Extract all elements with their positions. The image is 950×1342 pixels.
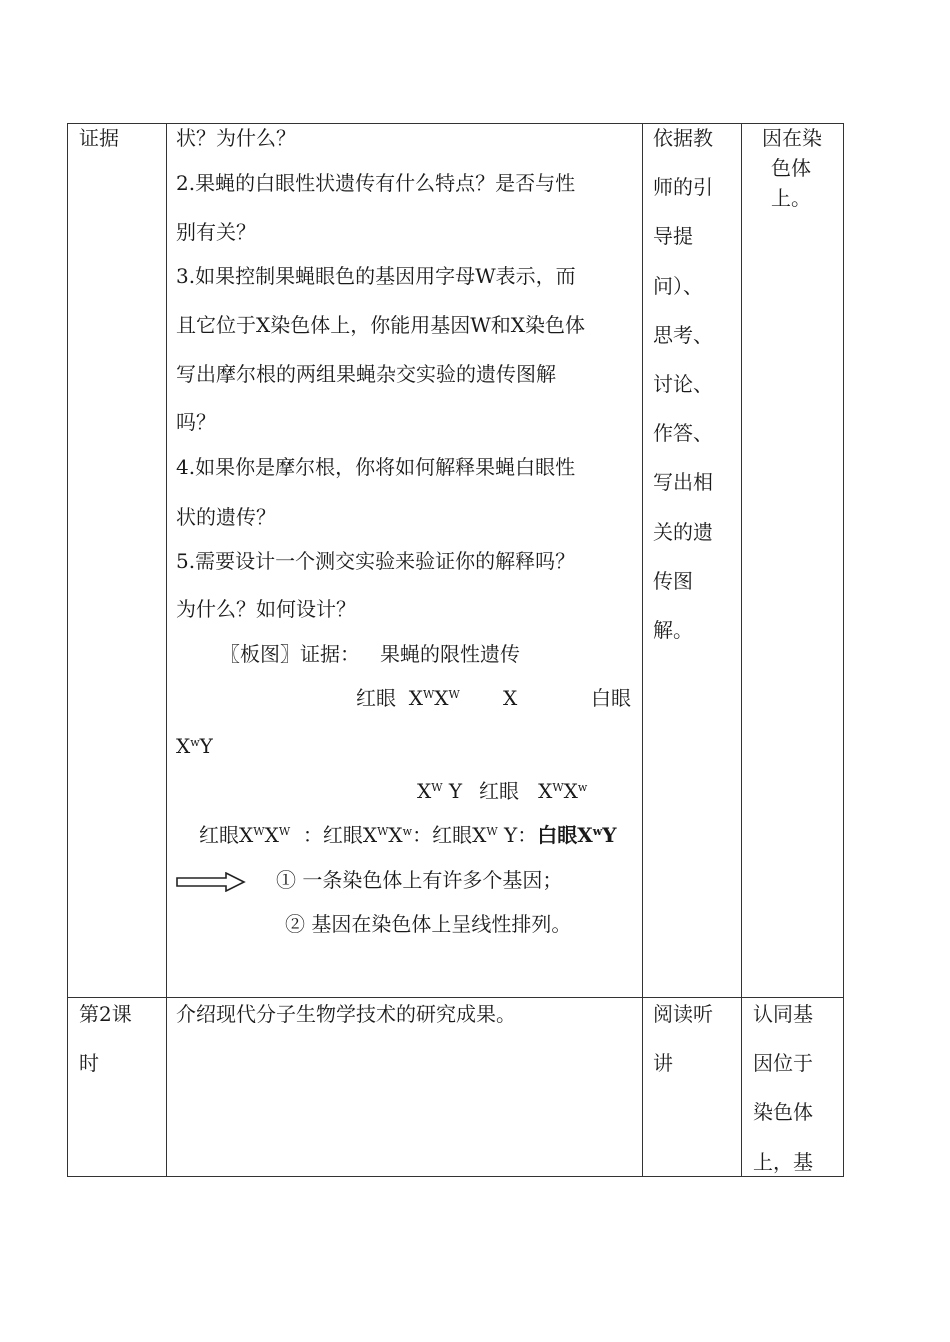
row2-activity: 阅读听: [653, 1002, 713, 1026]
white-eye-label: 白眼: [591, 686, 631, 710]
table-bottom-border: [67, 1176, 844, 1177]
conclusion-2: ② 基因在染色体上呈线性排列。: [285, 912, 572, 936]
activity-line: 作答、: [653, 421, 713, 445]
f1-male: $X^W$ Y: [417, 779, 463, 803]
activity-line: 关的遗: [653, 520, 713, 544]
f1-female: 红眼 $X^WX^w$: [479, 779, 588, 803]
table-left-border: [67, 123, 68, 1177]
question-line: 3.如果控制果蝇眼色的基因用字母W表示，而: [176, 264, 576, 288]
activity-line: 依据教: [653, 126, 713, 150]
table-right-border: [843, 123, 844, 1177]
row2-label: 时: [79, 1051, 99, 1075]
activity-line: 写出相: [653, 470, 713, 494]
row2-activity: 讲: [653, 1051, 673, 1075]
column-divider-2: [642, 123, 643, 1177]
activity-line: 师的引: [653, 175, 713, 199]
question-line: 别有关？: [176, 220, 256, 244]
question-line: 吗？: [176, 410, 216, 434]
row2-goal: 上，基: [753, 1150, 813, 1174]
right-arrow-icon: [176, 872, 246, 892]
board-subtitle: 果蝇的限性遗传: [380, 642, 520, 666]
question-line: 为什么？如何设计？: [176, 597, 356, 621]
row2-goal: 染色体: [753, 1100, 813, 1124]
board-title: 〖板图〗证据：: [220, 642, 360, 666]
question-line: 状的遗传？: [176, 505, 276, 529]
activity-line: 传图: [653, 569, 693, 593]
conclusion-1: ① 一条染色体上有许多个基因；: [276, 868, 563, 892]
activity-line: 思考、: [653, 323, 713, 347]
row2-content: 介绍现代分子生物学技术的研究成果。: [176, 1002, 516, 1026]
question-line: 且它位于X染色体上，你能用基因W和X染色体: [176, 313, 586, 337]
goal-line: 上。: [771, 186, 811, 210]
goal-line: 因在染: [762, 126, 822, 150]
activity-line: 讨论、: [653, 372, 713, 396]
row1-label: 证据: [79, 126, 119, 150]
f2-ratio: 红眼$X^WX^W$ ：红眼$X^WX^w$：红眼$X^W$ Y：白眼$X^wY$: [199, 823, 617, 847]
question-line: 写出摩尔根的两组果蝇杂交实验的遗传图解: [176, 362, 556, 386]
row2-label: 第2课: [79, 1002, 132, 1026]
activity-line: 导提: [653, 224, 693, 248]
question-line: 4.如果你是摩尔根，你将如何解释果蝇白眼性: [176, 455, 576, 479]
column-divider-3: [741, 123, 742, 1177]
question-line: 5.需要设计一个测交实验来验证你的解释吗？: [176, 549, 576, 573]
column-divider-1: [166, 123, 167, 1177]
activity-line: 解。: [653, 618, 693, 642]
row2-goal: 认同基: [753, 1002, 813, 1026]
question-line: 2.果蝇的白眼性状遗传有什么特点？是否与性: [176, 171, 576, 195]
parent-male-genotype: $X^wY$: [176, 734, 213, 758]
cross-symbol: X: [503, 686, 518, 710]
parent-female: 红眼 $X^WX^W$: [356, 686, 460, 710]
activity-line: 问）、: [653, 274, 703, 298]
goal-line: 色体: [771, 156, 811, 180]
row-divider: [67, 997, 844, 998]
table-top-border: [67, 123, 844, 124]
question-line: 状？为什么？: [176, 126, 296, 150]
row2-goal: 因位于: [753, 1051, 813, 1075]
